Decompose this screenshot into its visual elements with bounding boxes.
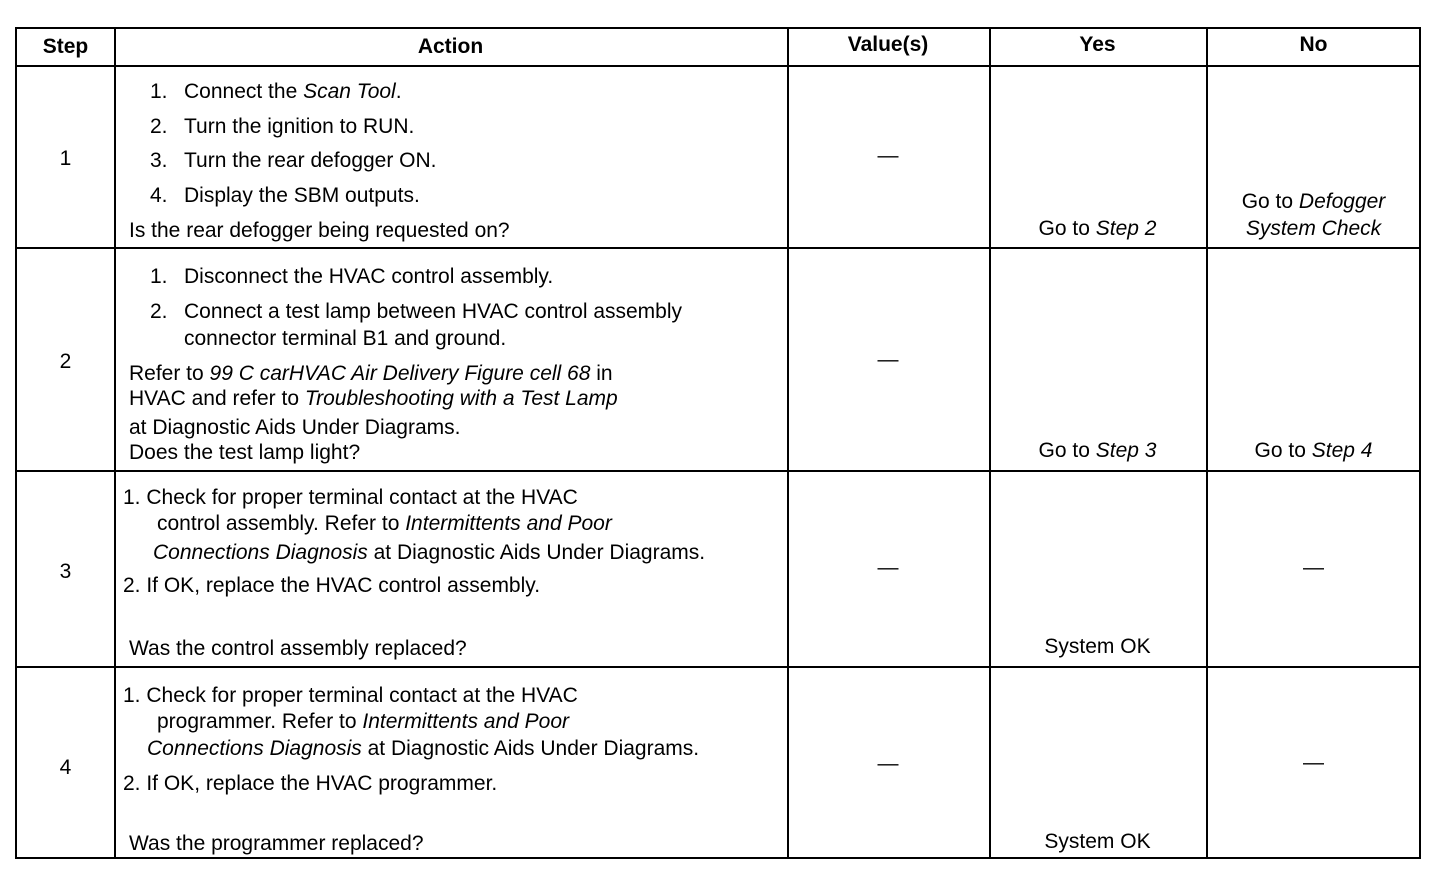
row-divider bbox=[17, 666, 1419, 668]
text-run: connector terminal B1 and ground. bbox=[184, 327, 507, 350]
step-number: 2 bbox=[59, 350, 72, 373]
italic-ref: Troubleshooting with a Test Lamp bbox=[304, 387, 618, 410]
yes-result bbox=[989, 829, 1206, 855]
action-question: Was the control assembly replaced? bbox=[129, 637, 467, 660]
action-line bbox=[153, 540, 705, 566]
text-run: Connect a test lamp between HVAC control assembly bbox=[184, 300, 683, 323]
text-run: Refer to bbox=[129, 362, 210, 385]
italic-ref: Connections Diagnosis bbox=[153, 541, 368, 564]
action-question: Does the test lamp light? bbox=[129, 441, 361, 464]
refer-line bbox=[129, 361, 613, 387]
text-run: HVAC and refer to bbox=[129, 387, 305, 410]
text-run: Turn the rear defogger ON. bbox=[184, 149, 437, 172]
text-run: 2. If OK, replace the HVAC control assembly. bbox=[123, 574, 541, 597]
action-line bbox=[123, 485, 578, 511]
action-line bbox=[157, 709, 569, 735]
action-item bbox=[150, 326, 506, 352]
item-number: 3. bbox=[150, 149, 168, 172]
col-divider bbox=[114, 29, 116, 857]
value-dash: — bbox=[877, 348, 899, 371]
step-number: 3 bbox=[59, 560, 72, 583]
action-line bbox=[123, 771, 497, 797]
header-step: Step bbox=[42, 35, 89, 58]
action-line bbox=[147, 736, 699, 762]
action-item bbox=[150, 148, 437, 174]
italic-ref: Step 3 bbox=[1095, 439, 1157, 462]
text-run: Go to bbox=[1038, 439, 1096, 462]
item-number: 4. bbox=[150, 184, 168, 207]
value-dash: — bbox=[877, 556, 899, 579]
action-item bbox=[150, 79, 402, 105]
text-run: 2. If OK, replace the HVAC programmer. bbox=[123, 772, 498, 795]
value-dash: — bbox=[877, 144, 899, 167]
text-run: Go to bbox=[1241, 190, 1299, 213]
action-item bbox=[150, 114, 414, 140]
header-no: No bbox=[1299, 33, 1328, 56]
diagnostic-table bbox=[15, 27, 1421, 859]
item-number: 1. bbox=[150, 80, 168, 103]
text-run: System OK bbox=[1044, 830, 1151, 853]
item-number: 2. bbox=[150, 300, 168, 323]
refer-line bbox=[129, 415, 460, 441]
action-line bbox=[123, 683, 578, 709]
action-item bbox=[150, 183, 420, 209]
no-dash: — bbox=[1303, 751, 1324, 774]
value-dash: — bbox=[877, 752, 899, 775]
refer-line bbox=[129, 386, 618, 412]
text-run: at Diagnostic Aids Under Diagrams. bbox=[367, 541, 706, 564]
text-run: Connect the bbox=[184, 80, 304, 103]
action-line bbox=[123, 573, 540, 599]
header-yes: Yes bbox=[1079, 33, 1116, 56]
step-number: 4 bbox=[59, 756, 72, 779]
italic-ref: Step 4 bbox=[1311, 439, 1373, 462]
text-run: System OK bbox=[1044, 635, 1151, 658]
italic-ref: Intermittents and Poor bbox=[405, 512, 612, 535]
step-number: 1 bbox=[59, 147, 72, 170]
text-run: Go to bbox=[1254, 439, 1312, 462]
action-item bbox=[150, 264, 553, 290]
italic-ref: Defogger bbox=[1298, 190, 1386, 213]
text-run: control assembly. Refer to bbox=[157, 512, 406, 535]
yes-result bbox=[989, 438, 1206, 464]
text-run: Turn the ignition to RUN. bbox=[184, 115, 415, 138]
yes-result bbox=[989, 634, 1206, 660]
header-action: Action bbox=[417, 35, 484, 58]
no-result bbox=[1206, 438, 1421, 464]
action-item bbox=[150, 299, 682, 325]
action-line bbox=[157, 511, 612, 537]
item-number: 1. bbox=[150, 265, 168, 288]
text-run: at Diagnostic Aids Under Diagrams. bbox=[129, 416, 461, 439]
italic-ref: Step 2 bbox=[1095, 217, 1157, 240]
text-run: 1. Check for proper terminal contact at the HVAC bbox=[123, 684, 578, 707]
no-result bbox=[1206, 216, 1421, 242]
action-question: Is the rear defogger being requested on? bbox=[129, 219, 510, 242]
row-divider bbox=[17, 470, 1419, 472]
text-run: Disconnect the HVAC control assembly. bbox=[184, 265, 554, 288]
text-run: at Diagnostic Aids Under Diagrams. bbox=[361, 737, 700, 760]
no-dash: — bbox=[1303, 556, 1324, 579]
action-question: Was the programmer replaced? bbox=[129, 832, 424, 855]
header-values: Value(s) bbox=[847, 33, 929, 56]
italic-ref: 99 C carHVAC Air Delivery Figure cell 68 bbox=[209, 362, 591, 385]
no-result bbox=[1206, 189, 1421, 215]
item-number: 2. bbox=[150, 115, 168, 138]
italic-ref: System Check bbox=[1245, 217, 1382, 240]
text-run: Go to bbox=[1038, 217, 1096, 240]
yes-result bbox=[989, 216, 1206, 242]
italic-ref: Connections Diagnosis bbox=[147, 737, 362, 760]
row-divider bbox=[17, 247, 1419, 249]
text-run: programmer. Refer to bbox=[157, 710, 363, 733]
text-run: in bbox=[590, 362, 613, 385]
text-run: . bbox=[395, 80, 402, 103]
italic-ref: Scan Tool bbox=[303, 80, 396, 103]
text-run: 1. Check for proper terminal contact at the HVAC bbox=[123, 486, 578, 509]
row-divider bbox=[17, 65, 1419, 67]
italic-ref: Intermittents and Poor bbox=[362, 710, 570, 733]
text-run: Display the SBM outputs. bbox=[184, 184, 420, 207]
